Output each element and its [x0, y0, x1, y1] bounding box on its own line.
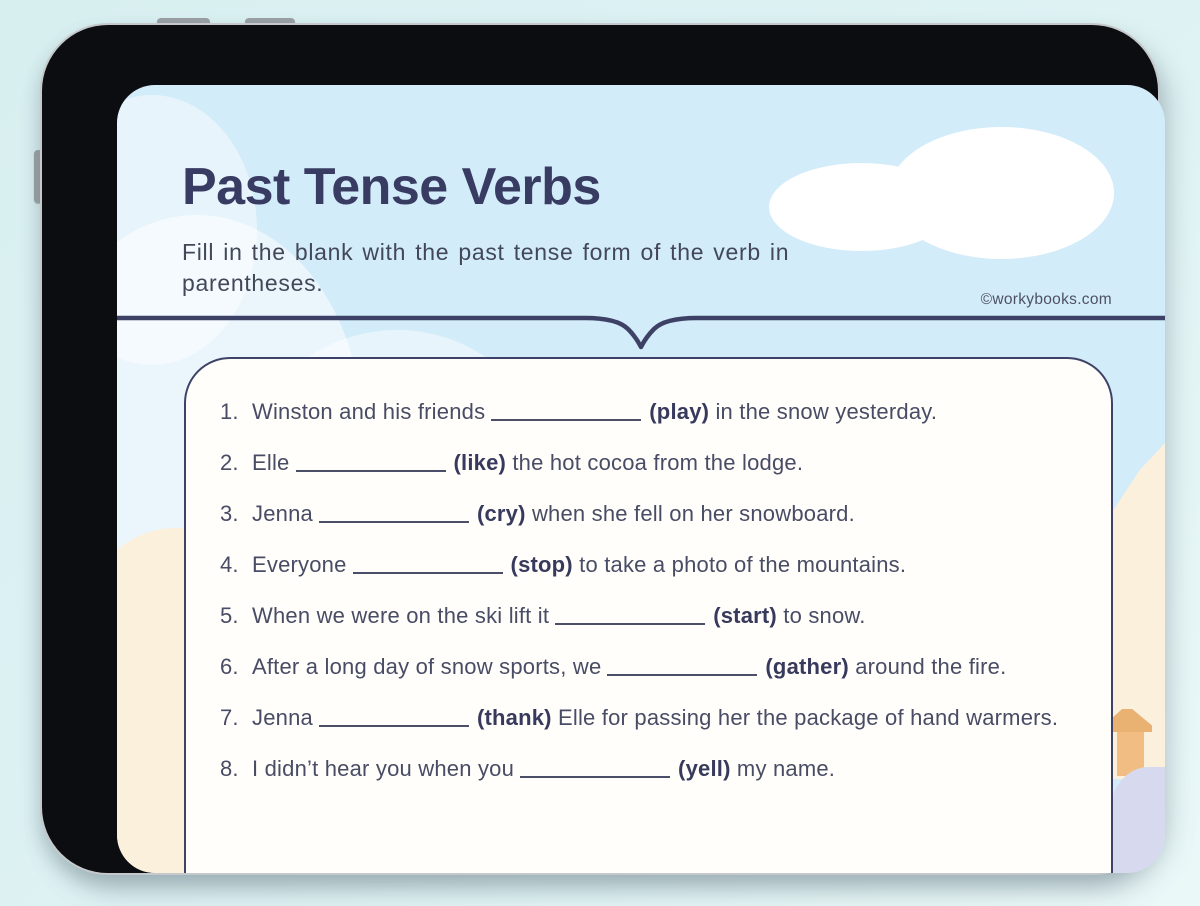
question-pre-text: Jenna: [252, 501, 313, 526]
question-number: 3.: [220, 501, 239, 526]
answer-blank: [555, 609, 705, 625]
question-post-text: the hot cocoa from the lodge.: [512, 450, 804, 475]
question-pre-text: Elle: [252, 450, 290, 475]
question-number: 4.: [220, 552, 239, 577]
question-post-text: to take a photo of the mountains.: [579, 552, 907, 577]
divider-bracket: [117, 314, 1165, 358]
question-number: 8.: [220, 756, 239, 781]
tablet-frame: [42, 25, 1158, 873]
question-post-text: around the fire.: [855, 654, 1007, 679]
answer-blank: [319, 711, 469, 727]
answer-blank: [607, 660, 757, 676]
question-text: [252, 703, 1067, 733]
question-number: 1.: [220, 399, 239, 424]
question-verb: (play): [649, 399, 710, 424]
question-verb: (gather): [765, 654, 849, 679]
question-verb: (start): [713, 603, 777, 628]
question-number: 5.: [220, 603, 239, 628]
question-post-text: my name.: [736, 756, 836, 781]
question-row: [220, 499, 1067, 529]
questions-list: [220, 397, 1067, 784]
question-row: [220, 601, 1067, 631]
question-text: [252, 550, 1067, 580]
question-row: [220, 448, 1067, 478]
question-text: [252, 601, 1067, 631]
question-verb: (stop): [510, 552, 573, 577]
page-title: Past Tense Verbs: [182, 158, 601, 216]
answer-blank: [353, 558, 503, 574]
question-pre-text: Winston and his friends: [252, 399, 486, 424]
question-text: [252, 652, 1067, 682]
question-pre-text: After a long day of snow sports, we: [252, 654, 602, 679]
answer-blank: [520, 762, 670, 778]
question-post-text: when she fell on her snowboard.: [531, 501, 855, 526]
question-text: [252, 499, 1067, 529]
answer-blank: [296, 456, 446, 472]
instructions-text: Fill in the blank with the past tense form of the verb in parentheses.: [182, 239, 790, 296]
question-number: 6.: [220, 654, 239, 679]
question-row: [220, 703, 1067, 733]
question-verb: (yell): [678, 756, 731, 781]
snow-hill-lavender: [1109, 767, 1165, 873]
question-post-text: in the snow yesterday.: [715, 399, 938, 424]
question-row: [220, 652, 1067, 682]
question-post-text: to snow.: [783, 603, 866, 628]
question-pre-text: Everyone: [252, 552, 347, 577]
question-box: [184, 357, 1113, 873]
question-verb: (like): [453, 450, 507, 475]
answer-blank: [319, 507, 469, 523]
tablet-screen: [117, 85, 1165, 873]
question-row: [220, 397, 1067, 427]
question-verb: (cry): [476, 501, 526, 526]
question-text: [252, 448, 1067, 478]
question-verb: (thank): [476, 705, 552, 730]
question-number: 7.: [220, 705, 239, 730]
question-text: [252, 397, 1067, 427]
question-row: [220, 550, 1067, 580]
question-pre-text: I didn’t hear you when you: [252, 756, 515, 781]
copyright-text: ©workybooks.com: [980, 291, 1112, 308]
question-pre-text: Jenna: [252, 705, 313, 730]
answer-blank: [491, 405, 641, 421]
cloud: [889, 127, 1114, 259]
question-number: 2.: [220, 450, 239, 475]
question-text: [252, 754, 1067, 784]
question-post-text: Elle for passing her the package of hand warmers.: [558, 705, 1059, 730]
question-row: [220, 754, 1067, 784]
question-pre-text: When we were on the ski lift it: [252, 603, 550, 628]
